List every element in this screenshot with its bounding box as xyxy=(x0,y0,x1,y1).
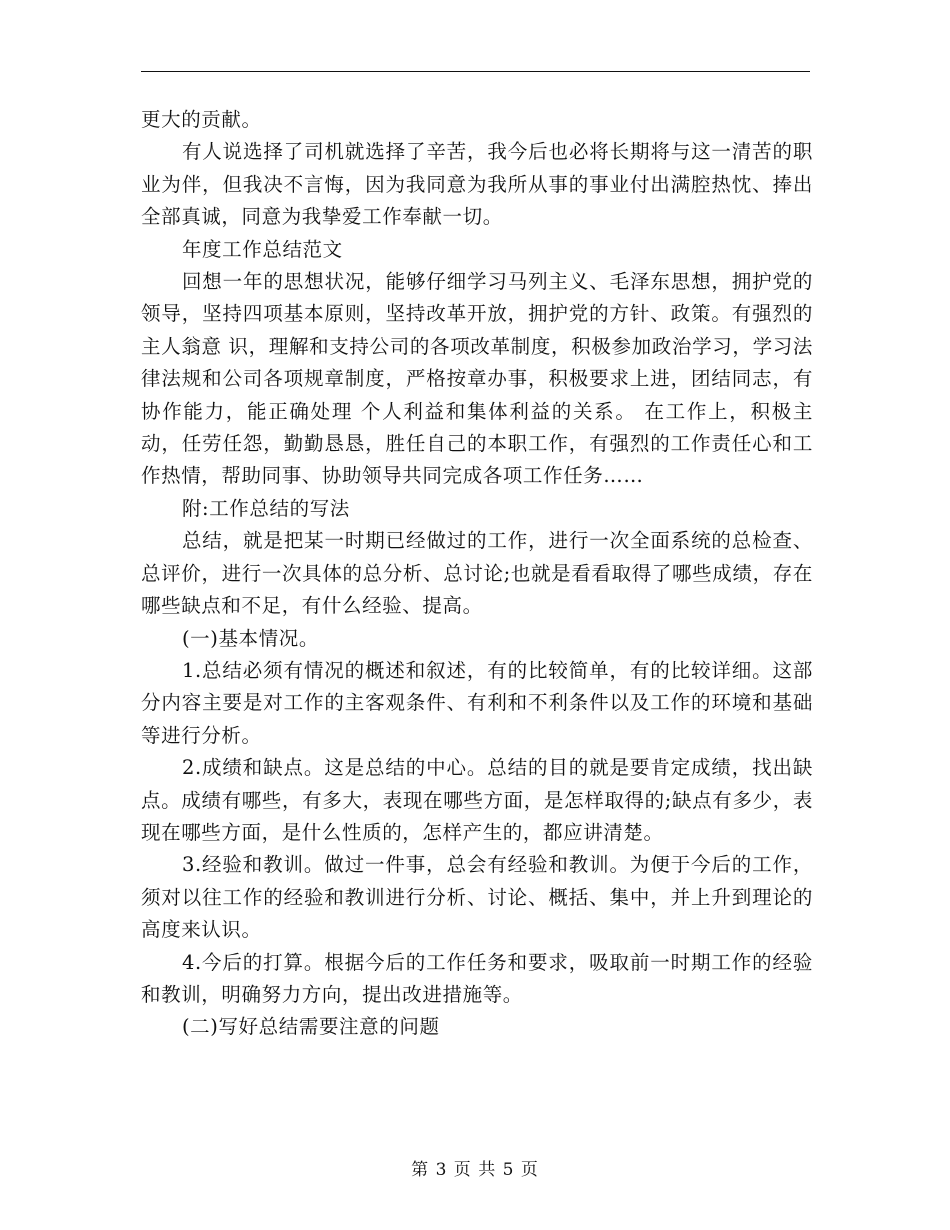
subsection-heading: (二)写好总结需要注意的问题 xyxy=(181,1015,440,1039)
paragraph: 有人说选择了司机就选择了辛苦，我今后也必将长期将与这一清苦的职业为伴，但我决不言悔，因为我同意为我所从事的事业付出满腔热忱、捧出全部真诚，同意为我挚爱工作奉献一切。 xyxy=(141,140,813,229)
header-rule xyxy=(141,71,810,72)
page-number-footer: 第 3 页 共 5 页 xyxy=(411,1160,539,1180)
paragraph: 总结，就是把某一时期已经做过的工作，进行一次全面系统的总检查、总评价，进行一次具体的总分析、总讨论;也就是看看取得了哪些成绩，存在哪些缺点和不足，有什么经验、提高。 xyxy=(141,529,813,618)
document-body xyxy=(141,104,813,1044)
list-item: 3.经验和教训。做过一件事，总会有经验和教训。为便于今后的工作，须对以往工作的经验和教训进行分析、讨论、概括、集中，并上升到理论的高度来认识。 xyxy=(141,853,813,942)
section-heading: 年度工作总结范文 xyxy=(181,237,343,261)
paragraph: 回想一年的思想状况，能够仔细学习马列主义、毛泽东思想，拥护党的领导，坚持四项基本原则，坚持改革开放，拥护党的方针、政策。有强烈的主人翁意 识，理解和支持公司的各项改革制度，积极参加政治学习，学习法律法规和公司各项规章制度，严格按章办事，积极要求上进，团结同志，有协作能力，能正确处理 个人利益和集体利益的关系。 在工作上，积极主动，任劳任怨，勤勤恳恳，胜任自己的本职工作，有强烈的工作责任心和工作热情，帮助同事、协助领导共同完成各项工作任务…… xyxy=(141,270,813,488)
list-item: 2.成绩和缺点。这是总结的中心。总结的目的就是要肯定成绩，找出缺点。成绩有哪些，有多大，表现在哪些方面，是怎样取得的;缺点有多少，表现在哪些方面，是什么性质的，怎样产生的，都应讲清楚。 xyxy=(141,756,813,844)
section-heading: 附:工作总结的写法 xyxy=(181,496,350,520)
list-item: 1.总结必须有情况的概述和叙述，有的比较简单，有的比较详细。这部分内容主要是对工作的主客观条件、有利和不利条件以及工作的环境和基础等进行分析。 xyxy=(141,658,813,747)
list-item: 4.今后的打算。根据今后的工作任务和要求，吸取前一时期工作的经验和教训，明确努力方向，提出改进措施等。 xyxy=(141,950,813,1006)
subsection-heading: (一)基本情况。 xyxy=(181,626,319,650)
paragraph: 更大的贡献。 xyxy=(141,108,262,131)
